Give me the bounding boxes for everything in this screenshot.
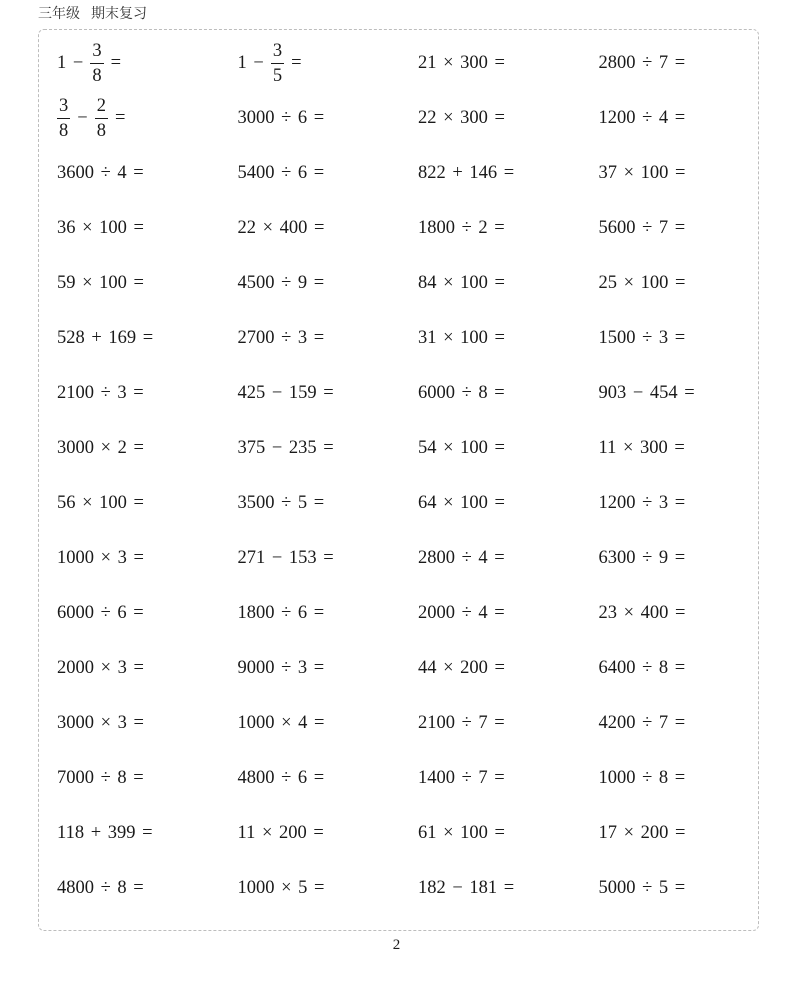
problem	[418, 586, 599, 641]
problem	[599, 311, 739, 366]
worksheet-header	[38, 5, 147, 23]
fraction-numerator: 3	[57, 95, 70, 119]
expression-text: 1000 × 3 =	[57, 548, 144, 568]
expression-text: 36 × 100 =	[57, 218, 144, 238]
problem	[238, 586, 419, 641]
fraction-denominator: 8	[92, 66, 102, 86]
fraction	[95, 95, 108, 142]
expression-text: 11 × 200 =	[237, 823, 324, 843]
expression-text: 17 × 200 =	[598, 823, 686, 843]
problem	[238, 696, 419, 751]
expression-text: 54 × 100 =	[418, 438, 505, 458]
problem	[57, 91, 238, 146]
expression-text: 1500 ÷ 3 =	[598, 328, 686, 348]
problem	[57, 476, 238, 531]
expression-text: 3000 × 2 =	[57, 438, 144, 458]
expression-text: 6400 ÷ 8 =	[598, 658, 686, 678]
expression-text: 22 × 400 =	[237, 218, 325, 238]
expression-text: =	[291, 53, 302, 73]
expression-text: 3000 × 3 =	[57, 713, 144, 733]
problem	[599, 476, 739, 531]
problem	[599, 751, 739, 806]
expression-text: 21 × 300 =	[418, 53, 505, 73]
expression-text: 56 × 100 =	[57, 493, 144, 513]
problem	[418, 806, 599, 861]
expression-text: 1400 ÷ 7 =	[418, 768, 505, 788]
expression-text: 375 − 235 =	[237, 438, 334, 458]
expression-text: 528 + 169 =	[57, 328, 154, 348]
expression-text: 271 − 153 =	[237, 548, 334, 568]
problem	[238, 751, 419, 806]
problem	[238, 861, 419, 916]
expression-text: 903 − 454 =	[598, 383, 695, 403]
expression-text: 2800 ÷ 7 =	[598, 53, 686, 73]
problem	[599, 256, 739, 311]
problem	[418, 531, 599, 586]
problem	[599, 91, 739, 146]
expression-text: 44 × 200 =	[418, 658, 505, 678]
problem	[57, 586, 238, 641]
expression-text: 1200 ÷ 3 =	[598, 493, 686, 513]
expression-text: 31 × 100 =	[418, 328, 505, 348]
expression-text: 182 − 181 =	[418, 878, 515, 898]
expression-text: 7000 ÷ 8 =	[57, 768, 144, 788]
expression-text: 822 + 146 =	[418, 163, 515, 183]
worksheet-title: 期末复习	[91, 6, 147, 22]
expression-text: 5000 ÷ 5 =	[598, 878, 686, 898]
expression-text: 3500 ÷ 5 =	[237, 493, 325, 513]
expression-text: 4500 ÷ 9 =	[237, 273, 325, 293]
problem	[238, 36, 419, 91]
expression-text: 5600 ÷ 7 =	[598, 218, 686, 238]
page-number: 2	[392, 937, 401, 953]
expression-text: 2700 ÷ 3 =	[237, 328, 325, 348]
problem	[238, 311, 419, 366]
problem	[599, 696, 739, 751]
problem	[418, 476, 599, 531]
problem	[418, 91, 599, 146]
problem	[238, 91, 419, 146]
expression-text: 2100 ÷ 3 =	[57, 383, 144, 403]
expression-text: 4800 ÷ 8 =	[57, 878, 144, 898]
expression-text: 1 −	[57, 53, 84, 73]
grade-label: 三年级	[38, 6, 80, 22]
expression-text: 64 × 100 =	[418, 493, 505, 513]
problem	[418, 861, 599, 916]
expression-text: =	[110, 53, 121, 73]
expression-text: 2000 × 3 =	[57, 658, 144, 678]
expression-text: 9000 ÷ 3 =	[237, 658, 325, 678]
problem	[599, 531, 739, 586]
expression-text: 37 × 100 =	[598, 163, 686, 183]
expression-text: 1000 × 5 =	[237, 878, 325, 898]
expression-text: =	[114, 108, 126, 128]
expression-text: 23 × 400 =	[598, 603, 686, 623]
expression-text: 2000 ÷ 4 =	[418, 603, 505, 623]
fraction-numerator: 3	[90, 40, 103, 64]
problem	[418, 146, 599, 201]
problem	[418, 311, 599, 366]
problem	[238, 806, 419, 861]
expression-text: 59 × 100 =	[57, 273, 144, 293]
fraction-denominator: 5	[272, 66, 283, 86]
problem	[418, 201, 599, 256]
problem	[599, 861, 739, 916]
problem-grid	[57, 36, 739, 916]
problem	[418, 256, 599, 311]
expression-text: 2100 ÷ 7 =	[418, 713, 505, 733]
expression-text: 25 × 100 =	[598, 273, 686, 293]
problem	[57, 861, 238, 916]
expression-text: 118 + 399 =	[57, 823, 153, 843]
fraction-numerator: 2	[95, 95, 108, 119]
expression-text: 1000 × 4 =	[237, 713, 325, 733]
fraction	[271, 40, 284, 87]
problem	[238, 201, 419, 256]
problem	[599, 421, 739, 476]
expression-text: 3600 ÷ 4 =	[57, 163, 144, 183]
expression-text: 1800 ÷ 2 =	[418, 218, 505, 238]
expression-text: 2800 ÷ 4 =	[418, 548, 505, 568]
problem	[238, 366, 419, 421]
fraction-denominator: 8	[96, 121, 106, 141]
problem	[57, 36, 238, 91]
fraction	[90, 40, 103, 87]
expression-text: 1800 ÷ 6 =	[237, 603, 325, 623]
fraction	[57, 95, 70, 142]
problem	[599, 806, 739, 861]
problem	[599, 586, 739, 641]
expression-text: −	[77, 108, 88, 128]
problem	[599, 146, 739, 201]
problem	[57, 531, 238, 586]
expression-text: 11 × 300 =	[598, 438, 685, 458]
problem	[418, 36, 599, 91]
problem	[238, 641, 419, 696]
expression-text: 84 × 100 =	[418, 273, 505, 293]
expression-text: 1000 ÷ 8 =	[598, 768, 686, 788]
problem	[57, 641, 238, 696]
expression-text: 5400 ÷ 6 =	[237, 163, 325, 183]
problem	[599, 36, 739, 91]
problem	[418, 751, 599, 806]
problem	[599, 201, 739, 256]
problem	[418, 696, 599, 751]
problem	[57, 201, 238, 256]
problem	[238, 476, 419, 531]
problem	[57, 806, 238, 861]
fraction-numerator: 3	[271, 40, 284, 64]
problem	[57, 366, 238, 421]
problem	[57, 751, 238, 806]
expression-text: 3000 ÷ 6 =	[237, 108, 325, 128]
problem	[57, 311, 238, 366]
problem	[599, 366, 739, 421]
problem	[418, 641, 599, 696]
problem	[57, 256, 238, 311]
problem	[418, 366, 599, 421]
expression-text: 6000 ÷ 8 =	[418, 383, 505, 403]
problem	[238, 531, 419, 586]
expression-text: 4800 ÷ 6 =	[237, 768, 325, 788]
problem	[238, 421, 419, 476]
problem	[238, 146, 419, 201]
problem	[57, 146, 238, 201]
expression-text: 425 − 159 =	[237, 383, 334, 403]
expression-text: 4200 ÷ 7 =	[598, 713, 686, 733]
expression-text: 61 × 100 =	[418, 823, 505, 843]
expression-text: 6000 ÷ 6 =	[57, 603, 144, 623]
problem	[57, 696, 238, 751]
problem	[599, 641, 739, 696]
expression-text: 1 −	[237, 53, 264, 73]
problem	[238, 256, 419, 311]
problem	[418, 421, 599, 476]
problem-box	[38, 29, 759, 931]
expression-text: 6300 ÷ 9 =	[598, 548, 686, 568]
fraction-denominator: 8	[59, 121, 69, 141]
expression-text: 1200 ÷ 4 =	[598, 108, 686, 128]
expression-text: 22 × 300 =	[418, 108, 505, 128]
problem	[57, 421, 238, 476]
